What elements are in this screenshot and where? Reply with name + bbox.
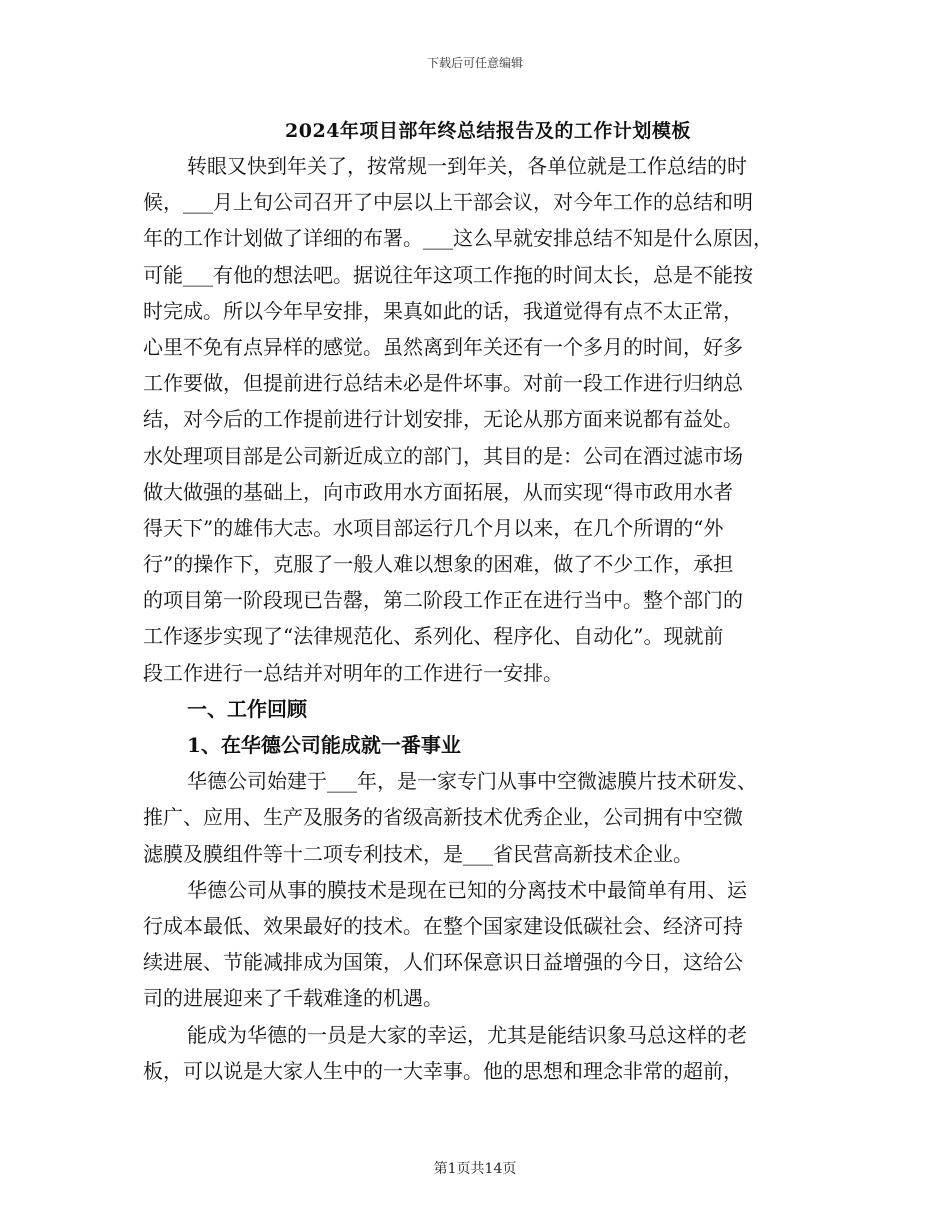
body-line: 华德公司始建于___年，是一家专门从事中空微滤膜片技术研发、 [187,769,757,794]
body-line: 做大做强的基础上，向市政用水方面拓展，从而实现“得市政用水者 [143,479,734,504]
body-line: 的项目第一阶段现已告罄，第二阶段工作正在进行当中。整个部门的 [143,588,743,613]
body-line: 滤膜及膜组件等十二项专利技术，是___省民营高新技术企业。 [143,841,693,866]
body-line: 可能___有他的想法吧。据说往年这项工作拖的时间太长，总是不能按 [143,262,753,287]
page-footer: 第1页共14页 [433,1161,517,1177]
header-note: 下载后可任意编辑 [426,56,523,70]
body-line: 得天下”的雄伟大志。水项目部运行几个月以来，在几个所谓的“外 [143,515,724,540]
body-line: 行”的操作下，克服了一般人难以想象的困难，做了不少工作，承担 [143,552,734,577]
body-line: 水处理项目部是公司新近成立的部门，其目的是：公司在酒过滤市场 [143,443,743,468]
body-line: 心里不免有点异样的感觉。虽然离到年关还有一个多月的时间，好多 [143,334,743,359]
document-body [143,148,811,1089]
body-line: 结，对今后的工作提前进行计划安排，无论从那方面来说都有益处。 [143,407,743,432]
body-line: 转眼又快到年关了，按常规一到年关，各单位就是工作总结的时 [187,154,747,178]
body-line: 工作要做，但提前进行总结未必是件坏事。对前一段工作进行归纳总 [143,371,743,396]
body-line: 华德公司从事的膜技术是现在已知的分离技术中最简单有用、运 [187,877,747,902]
body-line: 时完成。所以今年早安排，果真如此的话，我道觉得有点不太正常， [143,298,743,323]
body-line: 续进展、节能减排成为国策，人们环保意识日益增强的今日，这给公 [143,950,743,975]
body-line: 工作逐步实现了“法律规范化、系列化、程序化、自动化”。现就前 [143,624,724,649]
body-line: 年的工作计划做了详细的布署。___这么早就安排总结不知是什么原因， [143,226,773,251]
document-title: 2024年项目部年终总结报告及的工作计划模板 [285,120,691,142]
body-line: 推广、应用、生产及服务的省级高新技术优秀企业，公司拥有中空微 [143,805,743,830]
body-line: 司的进展迎来了千载难逢的机遇。 [143,986,443,1011]
section-heading: 一、工作回顾 [187,696,307,721]
subsection-heading: 1、在华德公司能成就一番事业 [187,733,461,757]
body-line: 板，可以说是大家人生中的一大幸事。他的思想和理念非常的超前， [143,1058,743,1083]
body-line: 能成为华德的一员是大家的幸运，尤其是能结识象马总这样的老 [187,1022,747,1047]
body-line: 候，___月上旬公司召开了中层以上干部会议，对今年工作的总结和明 [143,190,753,215]
body-line: 段工作进行一总结并对明年的工作进行一安排。 [143,660,563,685]
body-line: 行成本最低、效果最好的技术。在整个国家建设低碳社会、经济可持 [143,913,743,938]
